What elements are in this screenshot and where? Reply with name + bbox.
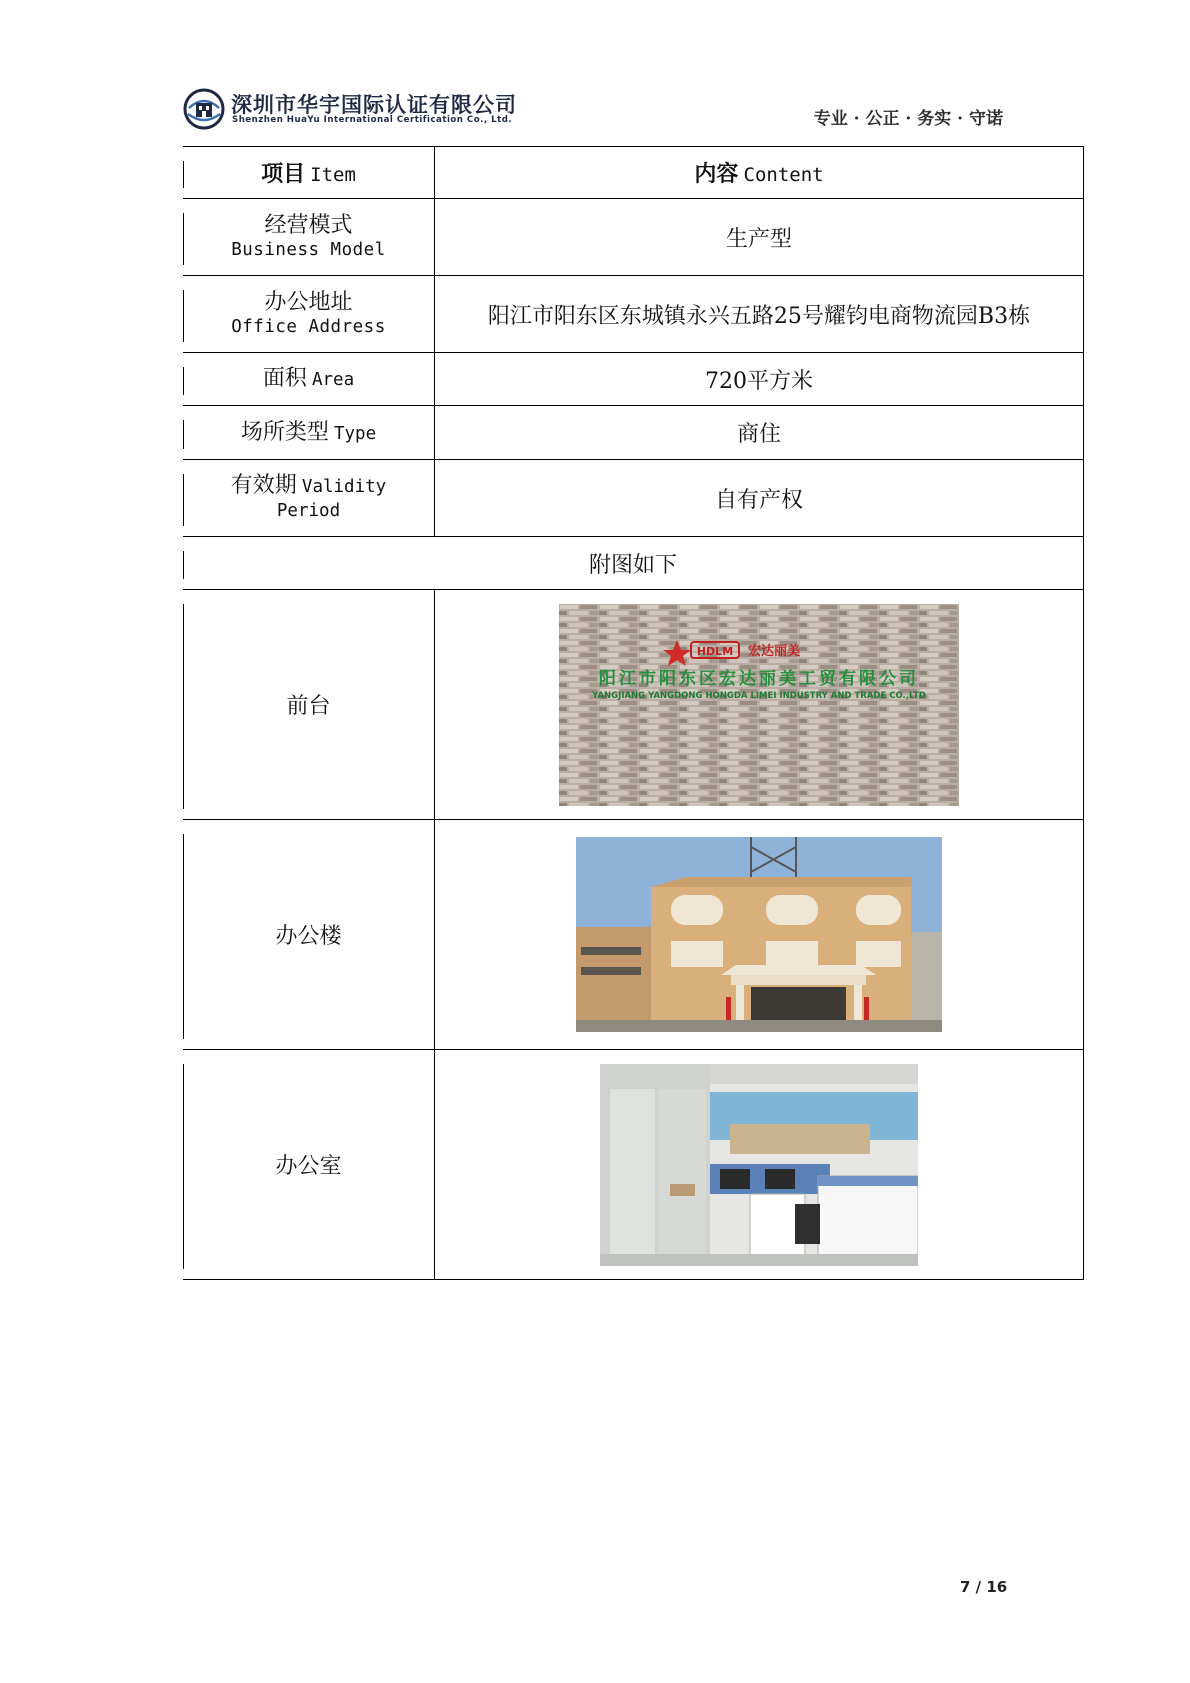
row-label-en: Area xyxy=(311,370,355,390)
row-label xyxy=(183,460,435,537)
column-header-content-cn: 内容 xyxy=(694,161,739,187)
photos-title xyxy=(183,537,1084,590)
row-label-cn: 经营模式 xyxy=(264,213,353,238)
page-header xyxy=(183,86,1003,132)
photo-row xyxy=(183,590,1084,820)
photo-label xyxy=(183,590,435,820)
reception-wall-photo-icon xyxy=(559,604,959,806)
row-value xyxy=(435,276,1084,353)
row-label-cn: 办公地址 xyxy=(264,290,353,315)
page-number: 7 / 16 xyxy=(960,1578,1008,1596)
row-label xyxy=(183,199,435,276)
column-header-item-cn: 项目 xyxy=(261,161,306,187)
company-name-cn: 深圳市华宇国际认证有限公司 xyxy=(231,93,517,117)
row-label-en: Office Address xyxy=(231,317,386,337)
office-interior-photo-icon xyxy=(600,1064,918,1266)
row-label-en: Type xyxy=(333,423,377,444)
info-table xyxy=(183,146,1084,1280)
photo-label xyxy=(183,820,435,1050)
table-header-row xyxy=(183,147,1084,199)
reception-sign-name-cn: 阳江市阳东区宏达丽美工贸有限公司 xyxy=(599,668,919,689)
office-building-photo-icon xyxy=(576,837,942,1032)
row-value xyxy=(435,199,1084,276)
table-row xyxy=(183,460,1084,537)
row-value-text: 阳江市阳东区东城镇永兴五路25号耀钧电商物流园B3栋 xyxy=(487,303,1031,329)
row-value xyxy=(435,406,1084,460)
photo-row xyxy=(183,820,1084,1050)
photo-label-text: 办公室 xyxy=(275,1154,342,1179)
photo-label xyxy=(183,1050,435,1280)
column-header-content-en: Content xyxy=(743,164,824,186)
row-value-text: 720平方米 xyxy=(705,368,813,394)
photos-title-row xyxy=(183,537,1084,590)
photo-cell xyxy=(435,590,1084,820)
row-label xyxy=(183,353,435,406)
company-name-en: Shenzhen HuaYu International Certification Co., Ltd. xyxy=(232,115,513,125)
row-label-en: Business Model xyxy=(231,240,386,260)
reception-sign-name-en: YANGJIANG YANGDONG HONGDA LIMEI INDUSTRY AND TRADE CO.,LTD xyxy=(592,690,926,701)
photos-title-text: 附图如下 xyxy=(588,552,677,578)
photo-cell xyxy=(435,820,1084,1050)
photo-row xyxy=(183,1050,1084,1280)
row-label-en: Validity Period xyxy=(276,477,387,521)
row-value xyxy=(435,353,1084,406)
column-header-content xyxy=(435,147,1084,199)
row-value-text: 生产型 xyxy=(725,226,792,252)
row-value-text: 自有产权 xyxy=(714,487,803,513)
reception-sign-brand-cn: 宏达丽美 xyxy=(747,643,801,659)
reception-sign-brand: HDLM xyxy=(696,644,734,658)
row-label-cn: 场所类型 xyxy=(240,419,329,445)
row-value-text: 商住 xyxy=(736,422,781,447)
row-label xyxy=(183,276,435,353)
column-header-item xyxy=(183,147,435,199)
row-label xyxy=(183,406,435,460)
photo-label-text: 前台 xyxy=(286,694,331,719)
row-value xyxy=(435,460,1084,537)
photo-label-text: 办公楼 xyxy=(275,924,342,949)
row-label-cn: 有效期 xyxy=(230,473,297,498)
table-row xyxy=(183,199,1084,276)
table-row xyxy=(183,276,1084,353)
photo-cell xyxy=(435,1050,1084,1280)
globe-building-logo-icon xyxy=(183,88,225,130)
company-slogan: 专业 · 公正 · 务实 · 守诺 xyxy=(813,109,1003,129)
column-header-item-en: Item xyxy=(310,164,356,186)
table-row xyxy=(183,353,1084,406)
row-label-cn: 面积 xyxy=(262,366,307,391)
table-row xyxy=(183,406,1084,460)
